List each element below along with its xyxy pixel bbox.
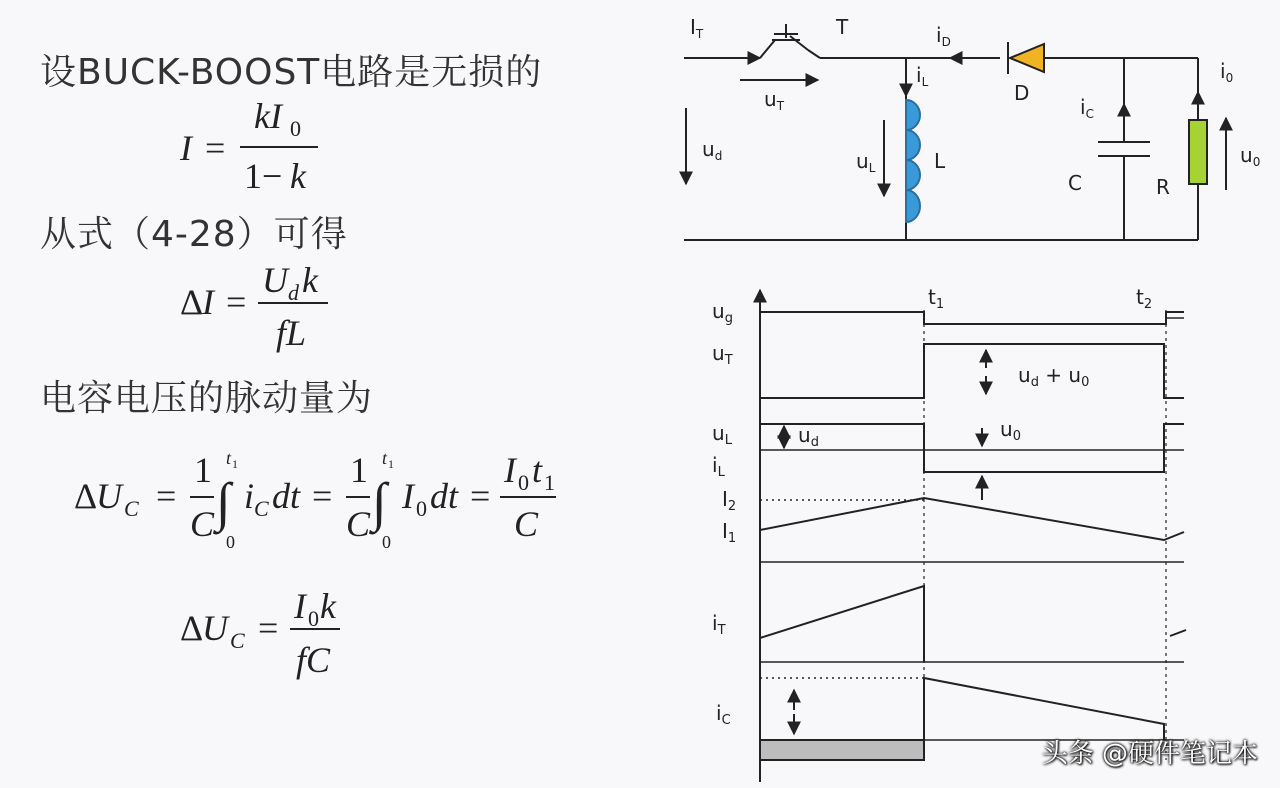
svg-text:0: 0 [308, 606, 319, 631]
svg-text:=: = [258, 608, 279, 648]
svg-text:fL: fL [276, 313, 307, 353]
svg-text:=: = [312, 476, 333, 516]
svg-text:I: I [402, 476, 414, 516]
svg-text:=: = [156, 476, 177, 516]
svg-text:C: C [346, 504, 371, 544]
svg-text:1: 1 [232, 457, 238, 471]
svg-text:C: C [230, 628, 245, 653]
label-IT: $I_T$ [690, 15, 704, 41]
svg-text:C: C [514, 504, 539, 544]
label-ug: $u_g$ [712, 299, 733, 326]
label-iL: $i_L$ [916, 63, 929, 89]
svg-text:dt: dt [272, 476, 301, 516]
label-T: T [836, 15, 849, 39]
svg-text:dt: dt [430, 476, 459, 516]
statement-lossless: 设BUCK-BOOST电路是无损的 [40, 52, 543, 93]
svg-text:0: 0 [382, 532, 391, 552]
label-I1: $I_1$ [722, 519, 737, 546]
formula-current [179, 96, 318, 196]
svg-text:k: k [290, 156, 306, 196]
svg-text:1−: 1− [244, 156, 283, 196]
label-D: D [1014, 81, 1030, 105]
svg-text:U: U [202, 608, 228, 648]
label-uT-wave: $u_T$ [712, 341, 733, 368]
svg-text:Δ: Δ [180, 282, 204, 322]
label-C: C [1068, 171, 1082, 195]
svg-text:I: I [202, 282, 214, 322]
label-L: L [934, 149, 946, 173]
svg-text:t: t [226, 448, 232, 468]
label-iC-wave: $i_C$ [716, 701, 731, 728]
svg-text:Δ: Δ [74, 476, 98, 516]
label-R: R [1156, 175, 1170, 199]
formula-delta-i [180, 260, 328, 353]
svg-text:Δ: Δ [180, 608, 204, 648]
formula-delta-uc-integral [74, 448, 556, 552]
svg-text:k: k [320, 586, 336, 626]
svg-text:C: C [190, 504, 215, 544]
formula-delta-uc-final [180, 586, 340, 680]
svg-text:0: 0 [416, 496, 427, 521]
svg-text:∫: ∫ [372, 472, 387, 532]
label-uL-wave: $u_L$ [712, 421, 732, 448]
label-ud-plus-u0: $u_d + u_0$ [1018, 363, 1090, 390]
svg-text:kI: kI [254, 96, 282, 136]
statement-ripple: 电容电压的脉动量为 [40, 378, 374, 419]
label-ud-wave: $u_d$ [798, 423, 819, 450]
label-u0: $u_0$ [1240, 143, 1261, 169]
label-i0: $i_0$ [1220, 59, 1234, 85]
svg-text:=: = [470, 476, 491, 516]
label-uL: $u_L$ [856, 149, 876, 175]
label-iC: $i_C$ [1080, 95, 1094, 121]
svg-text:1: 1 [544, 470, 555, 495]
svg-text:=: = [205, 128, 226, 168]
svg-text:I: I [504, 450, 516, 490]
svg-text:d: d [288, 280, 299, 305]
svg-text:1: 1 [388, 457, 394, 471]
waveform-diagram [760, 290, 1186, 782]
label-iL-wave: $i_L$ [712, 453, 725, 480]
svg-text:U: U [262, 260, 288, 300]
label-t1: $t_1$ [928, 285, 945, 312]
label-u0-wave: $u_0$ [1000, 417, 1021, 444]
statement-from-eq: 从式（4-28）可得 [40, 214, 348, 255]
label-iT-wave: $i_T$ [712, 611, 726, 638]
svg-text:t: t [532, 450, 543, 490]
svg-text:i: i [244, 476, 255, 516]
svg-text:∫: ∫ [216, 472, 231, 532]
svg-text:fC: fC [296, 640, 331, 680]
svg-text:1: 1 [350, 450, 368, 490]
svg-text:0: 0 [226, 532, 235, 552]
svg-text:0: 0 [290, 116, 301, 141]
svg-text:I: I [294, 586, 306, 626]
label-I2: $I_2$ [722, 487, 737, 514]
label-ud: $u_d$ [702, 137, 723, 163]
svg-text:U: U [96, 476, 122, 516]
svg-text:C: C [124, 496, 139, 521]
circuit-diagram [684, 24, 1226, 240]
svg-text:C: C [254, 496, 269, 521]
svg-text:1: 1 [194, 450, 212, 490]
svg-text:I: I [180, 128, 192, 168]
watermark: 头条 @硬件笔记本 [1041, 739, 1258, 769]
svg-text:k: k [302, 260, 318, 300]
svg-text:t: t [382, 448, 388, 468]
svg-text:0: 0 [518, 470, 529, 495]
label-uT: $u_T$ [764, 87, 785, 113]
svg-text:=: = [226, 282, 247, 322]
label-t2: $t_2$ [1136, 285, 1153, 312]
label-iD: $i_D$ [936, 23, 951, 49]
